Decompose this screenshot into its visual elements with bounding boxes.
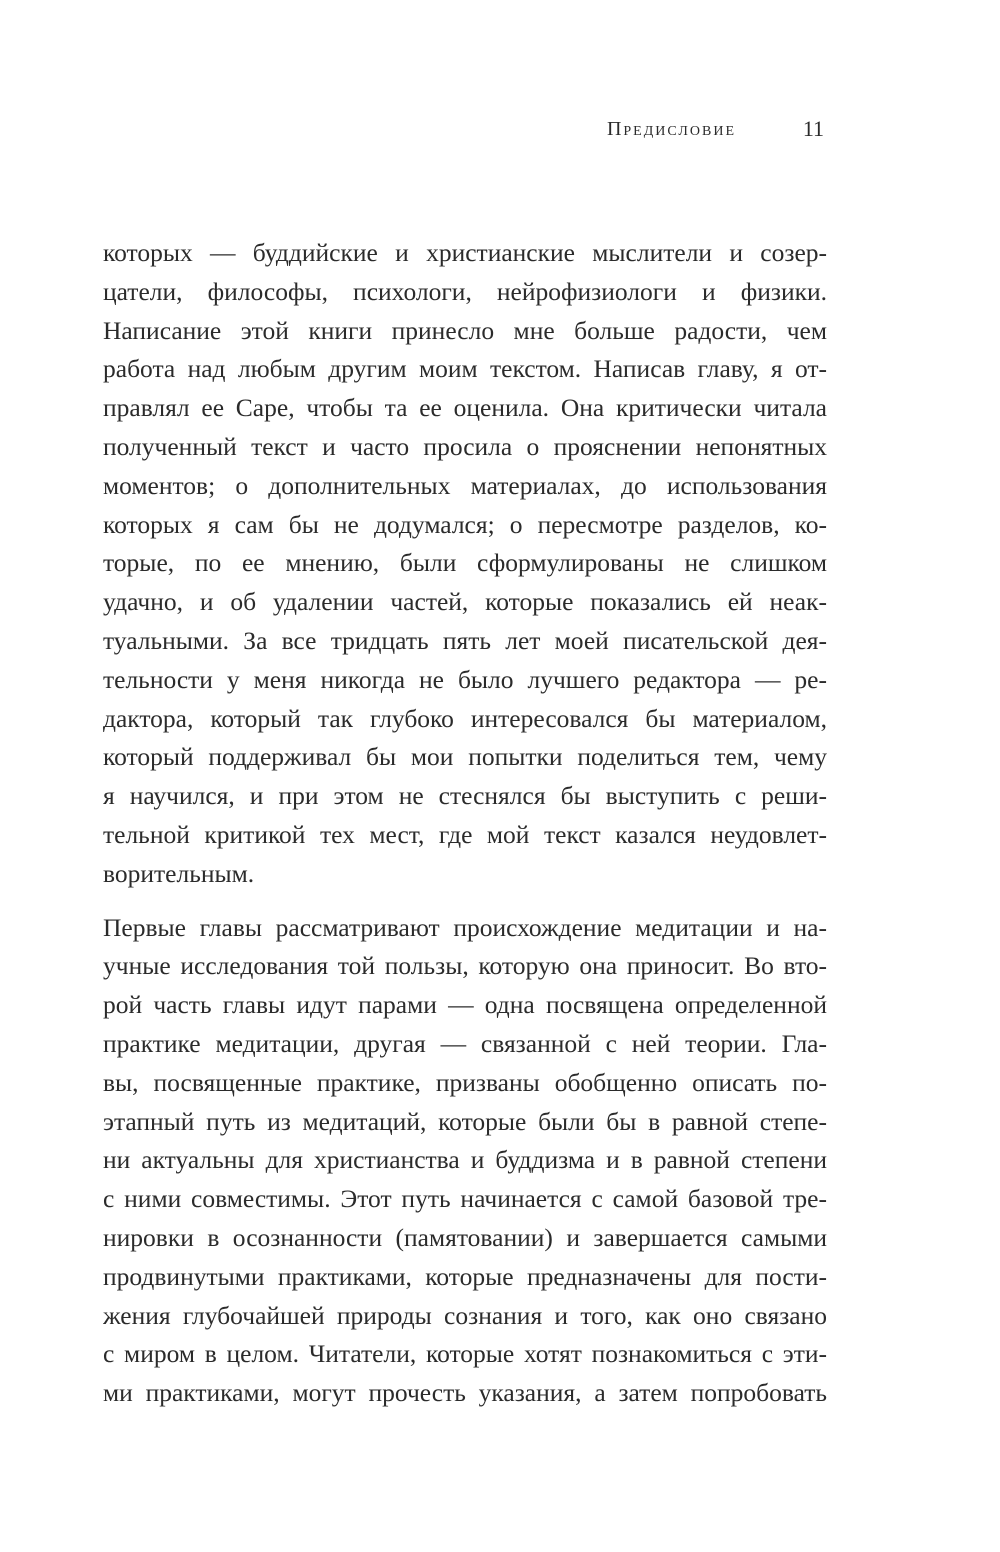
text-line: который поддерживал бы мои попытки поделиться тем, чему: [103, 742, 827, 772]
text-line: Написание этой книги принесло мне больше радости, чем: [103, 315, 827, 345]
text-line: рой часть главы идут парами — одна посвящена определенной: [103, 990, 827, 1020]
page-number: 11: [802, 116, 824, 141]
running-header: [0, 118, 824, 158]
body-text: [103, 234, 827, 1413]
text-line: дактора, который так глубоко интересовался бы материалом,: [103, 703, 827, 733]
text-line: жения глубочайшей природы сознания и того, как оно связано: [103, 1300, 827, 1330]
text-line: практике медитации, другая — связанной с ней теории. Гла-: [103, 1028, 827, 1058]
text-line: работа над любым другим моим текстом. Написав главу, я от-: [103, 354, 827, 384]
text-line: нировки в осознанности (памятовании) и завершается самыми: [103, 1222, 827, 1252]
text-line: ворительным.: [103, 858, 255, 888]
text-line: полученный текст и часто просила о прояснении непонятных: [103, 431, 827, 461]
text-line: удачно, и об удалении частей, которые показались ей неак-: [103, 587, 827, 617]
text-line: торые, по ее мнению, были сформулированы не слишком: [103, 548, 827, 578]
text-line: этапный путь из медитаций, которые были бы в равной степе-: [103, 1106, 827, 1136]
text-line: вы, посвященные практике, призваны обобщенно описать по-: [103, 1067, 827, 1097]
text-line: которых — буддийские и христианские мыслители и созер-: [103, 238, 827, 267]
text-line: тельной критикой тех мест, где мой текст казался неудовлет-: [103, 819, 827, 849]
text-line: правлял ее Саре, чтобы та ее оценила. Она критически читала: [103, 393, 827, 423]
paragraph-1: [103, 234, 827, 894]
text-line: тельности у меня никогда не было лучшего редактора — ре-: [103, 664, 827, 694]
chapter-title: Предисловие: [606, 118, 736, 140]
text-line: ни актуальны для христианства и буддизма и в равной степени: [103, 1145, 827, 1175]
text-line: которых я сам бы не додумался; о пересмотре разделов, ко-: [103, 509, 827, 539]
text-line: продвинутыми практиками, которые предназначены для пости-: [103, 1261, 827, 1291]
text-line: Первые главы рассматривают происхождение медитации и на-: [103, 912, 827, 942]
text-line: цатели, философы, психологи, нейрофизиологи и физики.: [103, 276, 827, 306]
text-line: моментов; о дополнительных материалах, до использования: [103, 470, 827, 500]
text-line: учные исследования той пользы, которую она приносит. Во вто-: [103, 951, 827, 981]
text-line: с ними совместимы. Этот путь начинается с самой базовой тре-: [103, 1184, 827, 1214]
text-line: туальными. За все тридцать пять лет моей писательской дея-: [103, 625, 827, 655]
paragraph-2: [103, 909, 827, 1413]
text-line: ми практиками, могут прочесть указания, а затем попробовать: [103, 1378, 827, 1408]
text-line: я научился, и при этом не стеснялся бы выступить с реши-: [103, 781, 827, 811]
text-line: с миром в целом. Читатели, которые хотят познакомиться с эти-: [103, 1339, 827, 1369]
